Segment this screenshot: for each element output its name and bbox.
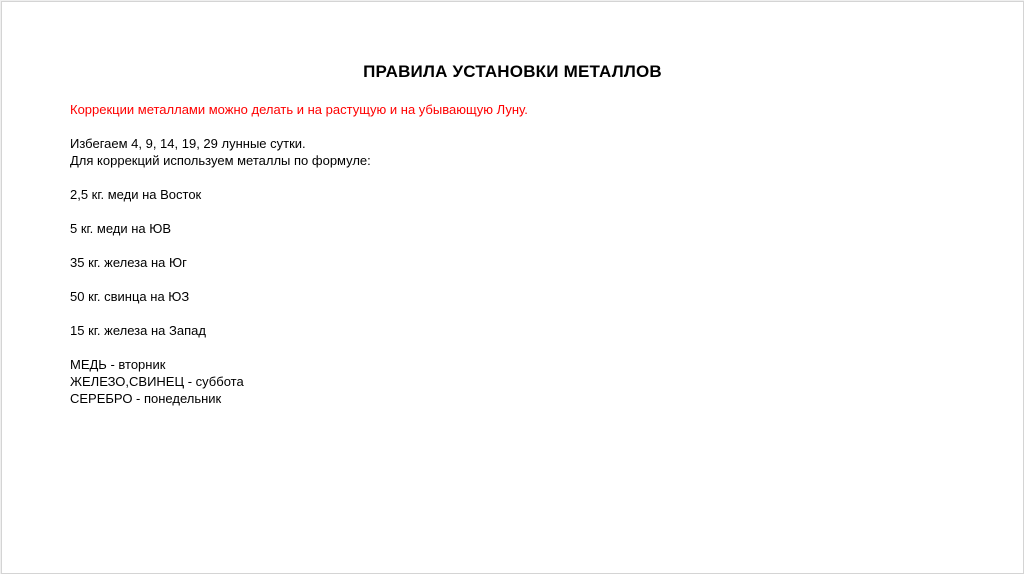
spacer [70, 169, 950, 186]
spacer [70, 237, 950, 254]
spacer [70, 118, 950, 135]
intro-text: Коррекции металлами можно делать и на растущую и на убывающую Луну. [70, 102, 528, 117]
formula-item-southeast: 5 кг. меди на ЮВ [70, 221, 172, 236]
spacer [70, 271, 950, 288]
avoid-days-text: Избегаем 4, 9, 14, 19, 29 лунные сутки. [70, 136, 306, 151]
slide-body [70, 101, 950, 407]
day-silver: СЕРЕБРО - понедельник [70, 391, 222, 406]
formula-item-south: 35 кг. железа на Юг [70, 255, 187, 270]
formula-item-east: 2,5 кг. меди на Восток [70, 187, 202, 202]
slide [1, 1, 1024, 574]
spacer [70, 305, 950, 322]
spacer [70, 339, 950, 356]
formula-item-west: 15 кг. железа на Запад [70, 323, 206, 338]
formula-item-southwest: 50 кг. свинца на ЮЗ [70, 289, 190, 304]
spacer [70, 203, 950, 220]
day-iron-lead: ЖЕЛЕЗО,СВИНЕЦ - суббота [70, 374, 244, 389]
formula-intro-text: Для коррекций используем металлы по формуле: [70, 153, 371, 168]
slide-title: ПРАВИЛА УСТАНОВКИ МЕТАЛЛОВ [363, 62, 662, 81]
day-copper: МЕДЬ - вторник [70, 357, 166, 372]
